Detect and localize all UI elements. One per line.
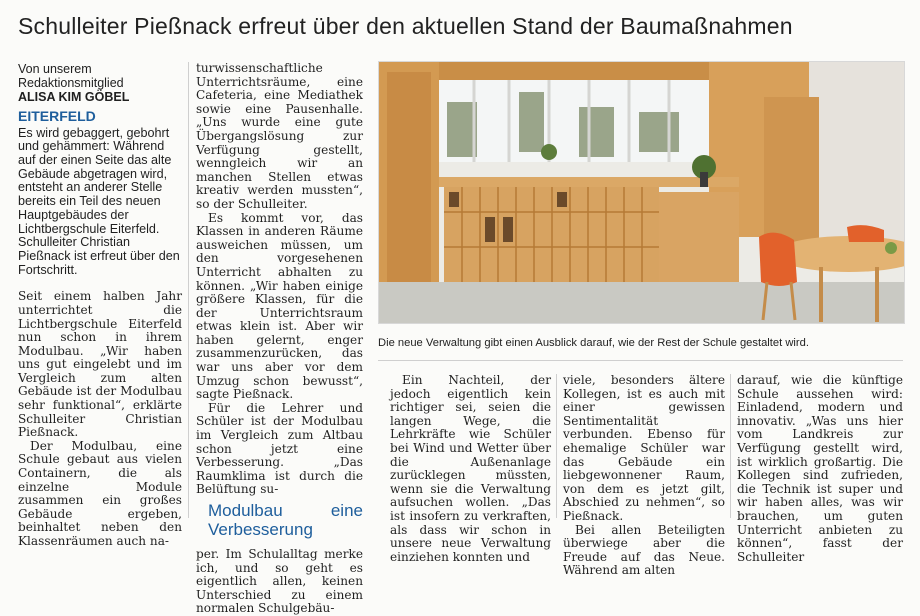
body-paragraph: turwissenschaftliche Unterrichtsräume, eine Cafeteria, eine Mediathek sowie eine Pausenhalle. „Uns wurde eine gute Übergangslösung zur Verfügung gestellt, wenngleich wir an manchen Stellen etwas kreativ werden mussten“, so der Schulleiter. bbox=[196, 61, 363, 211]
article-photo bbox=[378, 61, 905, 324]
column-divider bbox=[730, 374, 731, 518]
body-paragraph: per. Im Schulalltag merke ich, und so geht es eigentlich allen, keinen Unterschied zu einem normalen Schulgebäu- bbox=[196, 547, 363, 616]
dateline: EITERFELD bbox=[18, 108, 96, 124]
column-1 bbox=[18, 62, 182, 549]
body-paragraph: darauf, wie die künftige Schule aussehen wird: Einladend, modern und innovativ. „Was uns hier vom Landkreis zur Verfügung gestellt wird, ist wirklich großartig. Die Kollegen sind zufrieden, die Technik ist super und wir haben alles, was wir brauchen, um guten Unterricht anbieten zu können“, fasst der Schulleiter bbox=[737, 373, 903, 564]
column-5 bbox=[563, 374, 725, 578]
body-paragraph: Ein Nachteil, der jedoch eigentlich kein richtiger sei, seien die langen Wege, die Lehrkräfte wie Schüler bei Wind und Wetter über die Außenanlage zurücklegen müssten, wenn sie die Verwaltung aufsuchen wollen. „Das ist insofern zu verkraften, als dass wir schon in unsere neue Verwaltung einziehen konnten und bbox=[390, 373, 551, 564]
byline-line-1: Von unserem bbox=[18, 62, 92, 76]
headline: Schulleiter Pießnack erfreut über den aktuellen Stand der Baumaßnahmen bbox=[18, 13, 793, 39]
byline-line-2: Redaktionsmitglied bbox=[18, 76, 124, 90]
body-paragraph: Es kommt vor, das Klassen in anderen Räume ausweichen müssen, um den vorgesehenen Unterricht abhalten zu können. „Wir haben einige größere Klassen, für die der Unterrichtsraum etwas klein ist. Aber wir haben gelernt, enger zusammenzurücken, das war uns aber vor dem Umzug schon bewusst“, sagte Pießnack. bbox=[196, 210, 363, 402]
body-paragraph: Bei allen Beteiligten überwiege aber die Freude auf das Neue. Während am alten bbox=[563, 522, 725, 578]
subheading: Modulbau eine Verbesserung bbox=[208, 501, 363, 539]
photo-caption: Die neue Verwaltung gibt einen Ausblick darauf, wie der Rest der Schule gestaltet wird. bbox=[378, 337, 809, 349]
caption-divider bbox=[378, 360, 903, 361]
column-2 bbox=[196, 62, 363, 616]
author-name: ALISA KIM GÖBEL bbox=[18, 90, 130, 104]
body-paragraph: Der Modulbau, eine Schule gebaut aus vielen Containern, die als einzelne Module zusammen ein großes Gebäude ergeben, beinhaltet neben den Klassenräumen auch na- bbox=[18, 438, 182, 549]
column-divider bbox=[556, 374, 557, 518]
column-6 bbox=[737, 374, 903, 564]
lead-paragraph: Es wird gebaggert, gebohrt und gehämmert: Während auf der einen Seite das alte Gebäude abgetragen wird, entsteht an anderer Stelle bereits ein Teil des neuen Hauptgebäudes der Lichtbergschule Eiterfeld. Schulleiter Christian Pießnack ist erfreut über den Fortschritt. bbox=[18, 125, 180, 277]
column-4 bbox=[390, 374, 551, 564]
body-paragraph: Für die Lehrer und Schüler ist der Modulbau im Vergleich zum Altbau schon jetzt eine Verbesserung. „Das Raumklima ist durch die Belüftung su- bbox=[196, 400, 363, 497]
body-paragraph: Seit einem halben Jahr unterrichtet die Lichtbergschule Eiterfeld nun schon in ihrem Modulbau. „Wir haben uns gut eingelebt und im Vergleich zum alten Gebäude ist der Modulbau sehr funktional“, erklärte Schulleiter Christian Pießnack. bbox=[18, 289, 182, 440]
body-paragraph: viele, besonders ältere Kollegen, ist es auch mit einer gewissen Sentimentalität verbunden. Ebenso für ehemalige Schüler war das Gebäude ein liebgewonnener Raum, von dem es jetzt gilt, Abschied zu nehmen“, so Pießnack. bbox=[563, 373, 725, 523]
column-divider bbox=[188, 62, 189, 518]
